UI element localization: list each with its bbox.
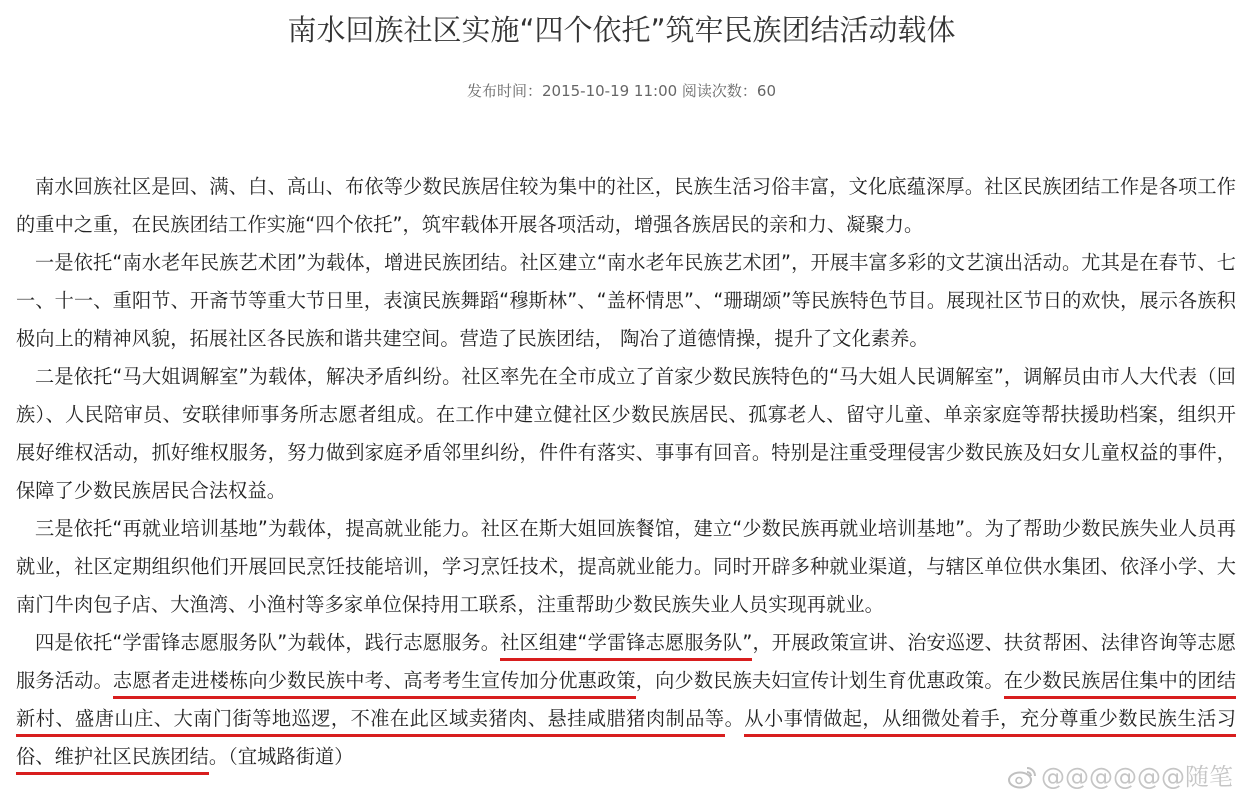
- paragraph-text: 南水回族社区是回、满、白、高山、布依等少数民族居住较为集中的社区，民族生活习俗丰富，文化底蕴深厚。社区民族团结工作是各项工作的重中之重，在民族团结工作实施“四个依托”，筑牢载体开展各项活动，增强各族居民的亲和力、凝聚力。: [16, 175, 1236, 236]
- paragraph-text: 四是依托“学雷锋志愿服务队”为载体，践行志愿服务。: [35, 631, 501, 654]
- watermark-text: @@@@@@随笔: [1041, 763, 1233, 791]
- paragraph-text: 三是依托“再就业培训基地”为载体，提高就业能力。社区在斯大姐回族餐馆，建立“少数民族再就业培训基地”。为了帮助少数民族失业人员再就业，社区定期组织他们开展回民烹饪技能培训，学习烹饪技术，提高就业能力。同时开辟多种就业渠道，与辖区单位供水集团、依泽小学、大南门牛肉包子店、大渔湾、小渔村等多家单位保持用工联系，注重帮助少数民族失业人员实现再就业。: [16, 517, 1236, 616]
- paragraph-text: 。（宜城路街道）: [208, 745, 354, 768]
- paragraph-text: ，向少数民族夫妇宣传计划生育优惠政策。: [635, 669, 1004, 692]
- underlined-text: 社区组建“学雷锋志愿服务队”: [500, 631, 752, 661]
- paragraph-point-2: [16, 358, 1236, 510]
- watermark: [1007, 762, 1233, 792]
- underlined-text: 在少数民族居住集中的团结新村、盛唐山庄、大南门街等地巡逻，不准在此区域卖猪肉、悬挂咸腊猪肉制品等: [16, 669, 1236, 737]
- paragraph-text: ，开展政策宣讲、治安巡逻、扶贫帮困、法律咨询等志愿服务活动。: [16, 631, 1237, 692]
- paragraph-point-3: [16, 510, 1236, 624]
- weibo-logo-icon: [1007, 765, 1037, 789]
- article-title: 南水回族社区实施“四个依托”筑牢民族团结活动载体: [287, 13, 956, 47]
- paragraph-point-1: [16, 244, 1236, 358]
- paragraph-intro: [16, 168, 1236, 244]
- article-body: [16, 168, 1236, 776]
- underlined-text: 从小事情做起，从细微处着手，充分尊重少数民族生活习俗、维护社区民族团结: [16, 707, 1236, 775]
- article-meta: 发布时间：2015-10-19 11:00 阅读次数：60: [466, 82, 777, 100]
- paragraph-text: 二是依托“马大姐调解室”为载体，解决矛盾纠纷。社区率先在全市成立了首家少数民族特色的“马大姐人民调解室”，调解员由市人大代表（回族）、人民陪审员、安联律师事务所志愿者组成。在工作中建立健社区少数民族居民、孤寡老人、留守儿童、单亲家庭等帮扶援助档案，组织开展好维权活动，抓好维权服务，努力做到家庭矛盾邻里纠纷，件件有落实、事事有回音。特别是注重受理侵害少数民族及妇女儿童权益的事件，保障了少数民族居民合法权益。: [16, 365, 1236, 502]
- underlined-text: 志愿者走进楼栋向少数民族中考、高考考生宣传加分优惠政策: [113, 669, 636, 699]
- paragraph-text: 一是依托“南水老年民族艺术团”为载体，增进民族团结。社区建立“南水老年民族艺术团”，开展丰富多彩的文艺演出活动。尤其是在春节、七一、十一、重阳节、开斋节等重大节日里，表演民族舞蹈“穆斯林”、“盖杯情思”、“珊瑚颂”等民族特色节目。展现社区节日的欢快，展示各族积极向上的精神风貌，拓展社区各民族和谐共建空间。营造了民族团结， 陶冶了道德情操，提升了文化素养。: [16, 251, 1236, 350]
- paragraph-text: 。: [724, 707, 745, 730]
- paragraph-point-4: [16, 624, 1236, 776]
